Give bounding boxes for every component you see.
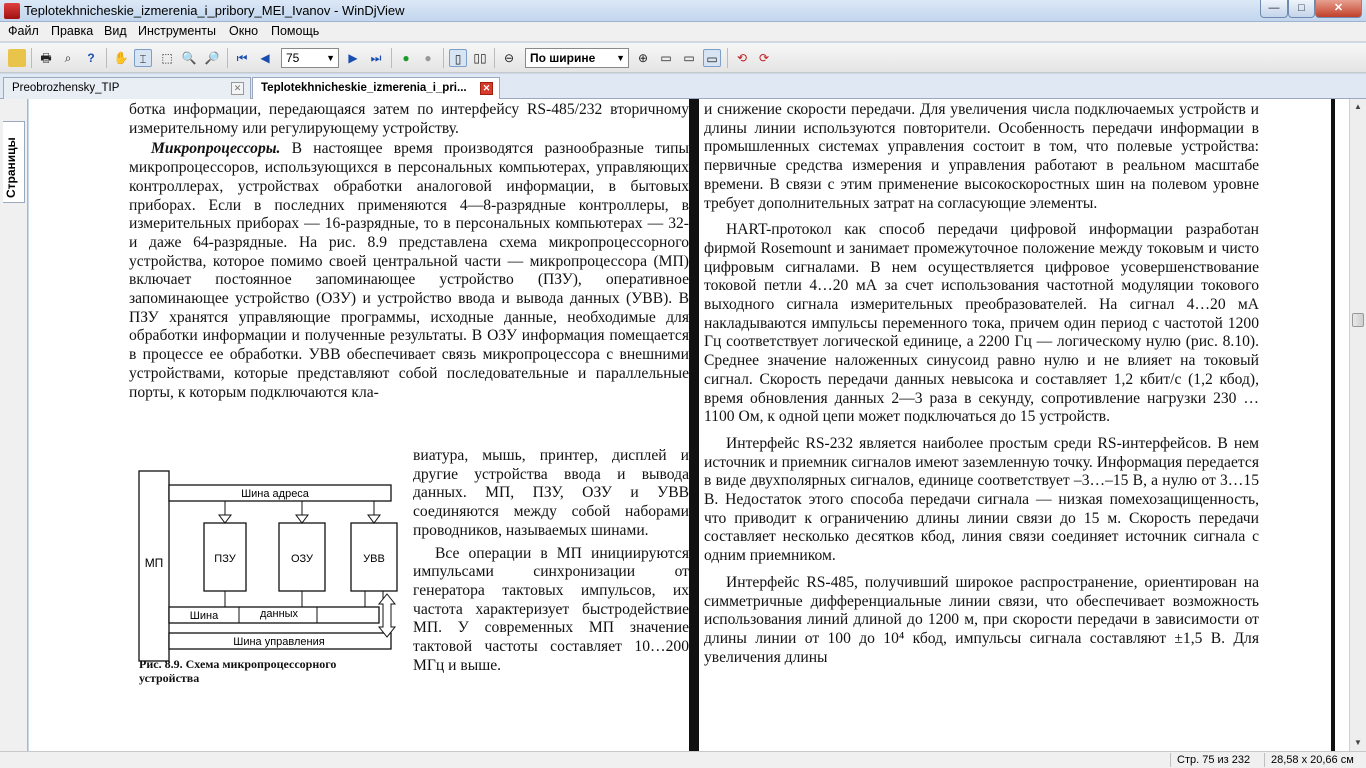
menu-window[interactable]: Окно bbox=[229, 24, 259, 38]
page-gutter bbox=[689, 99, 699, 751]
microprocessors-heading: Микропроцессоры. bbox=[151, 140, 281, 158]
help-icon[interactable]: ? bbox=[87, 51, 95, 65]
menu-file[interactable]: Файл bbox=[8, 24, 39, 38]
arrow-to-uvv bbox=[368, 501, 380, 523]
right-page-text bbox=[704, 101, 1259, 669]
page-icon[interactable]: ▭ bbox=[660, 51, 672, 65]
page-number-combo[interactable] bbox=[281, 48, 339, 68]
window-title: Teplotekhnicheskie_izmerenia_i_pribory_MEI_Ivanov - WinDjView bbox=[24, 3, 405, 18]
scroll-thumb[interactable] bbox=[1352, 313, 1364, 327]
zoom-in-icon[interactable]: ⊕ bbox=[637, 51, 649, 65]
minimize-button[interactable]: — bbox=[1260, 0, 1288, 18]
vertical-scrollbar[interactable] bbox=[1349, 99, 1366, 751]
zoom-icon[interactable]: 🔍 bbox=[181, 51, 197, 65]
close-tab-icon[interactable]: ✕ bbox=[480, 82, 493, 95]
pages-side-tab-label: Страницы bbox=[4, 137, 18, 198]
chevron-down-icon: ▼ bbox=[616, 53, 625, 63]
toolbar-separator bbox=[106, 48, 107, 68]
uvv-label: УВВ bbox=[363, 553, 385, 565]
left-page-text bbox=[129, 101, 689, 404]
address-bus-label: Шина адреса bbox=[241, 488, 309, 500]
right-paragraph-0: и снижение скорости передачи. Для увеличения числа подключаемых устройств и длины линии используются повторители. Особенность передачи информации в промышленных системах управления состоит в том, что полевые устройства: первичные средства измерения и управления работают в реальном масштабе времени. В связи с этим применение высокоскоростных шин на полевом уровне требует дополнительных затрат на согласующие элементы. bbox=[704, 101, 1259, 212]
toolbar bbox=[0, 43, 1366, 73]
forward-icon[interactable]: ● bbox=[424, 51, 432, 65]
first-page-icon[interactable]: ⏮ bbox=[236, 51, 248, 65]
zoom-out-icon[interactable]: ⊖ bbox=[503, 51, 515, 65]
close-button[interactable]: ✕ bbox=[1315, 0, 1362, 18]
figure-caption: Рис. 8.9. Схема микропроцессорного устройства bbox=[139, 657, 337, 685]
arrow-to-ozu bbox=[296, 501, 308, 523]
toolbar-separator bbox=[227, 48, 228, 68]
right-page bbox=[704, 99, 1259, 751]
scroll-up-icon[interactable]: ▲ bbox=[1354, 102, 1362, 111]
toolbar-separator bbox=[443, 48, 444, 68]
menu-tools[interactable]: Инструменты bbox=[138, 24, 216, 38]
facing-pages-icon[interactable]: ▯▯ bbox=[473, 51, 487, 65]
tab-label: Preobrozhensky_TIP bbox=[12, 82, 120, 94]
left-top-lines: ботка информации, передающаяся затем по интерфейсу RS-485/232 вторичному измерительному или регулирующему устройству. bbox=[129, 101, 689, 137]
toolbar-separator bbox=[494, 48, 495, 68]
mp-label: МП bbox=[144, 556, 164, 570]
fit-page-icon[interactable]: ▭ bbox=[683, 51, 695, 65]
menu-help[interactable]: Помощь bbox=[271, 24, 320, 38]
status-bar bbox=[0, 751, 1366, 768]
document-viewport[interactable] bbox=[29, 99, 1349, 751]
microprocessors-text: В настоящее время производятся разнообразные типы микропроцессоров, использующихся в персональных компьютерах, управляющих контроллерах, устройствах обработки аналоговой информации, в бытовых приборах. Если в последних применяются 4—8-разрядные контроллеры, в измерительных приборах — 16-разрядные, то в персональных компьютерах — 32- и даже 64-разрядные. На рис. 8.9 представлена схема микропроцессорного устройства, которое помимо своей центральной части — микропроцессора (МП) включает постоянное запоминающее устройство (ПЗУ), оперативное запоминающее устройство (ОЗУ) и устройство ввода и вывода данных (УВВ). В ПЗУ хранятся управляющие программы, исходные данные, необходимые для обработки информации и полученные результаты. В ОЗУ информация помещается в процессе ее обработки. УВВ обеспечивает связь микропроцессора с внешними устройствами, которые представляют собой последовательные и параллельные порты, к которым подключаются кла- bbox=[129, 140, 689, 401]
figure-side-text bbox=[413, 447, 689, 679]
arrow-to-pzu bbox=[219, 501, 231, 523]
rs232-paragraph: Интерфейс RS-232 является наиболее простым среди RS-интерфейсов. В нем источник и приемник сигналов имеют заземленную точку. Информация передается в виде двухполярных сигналов, единице соответствует –3…–15 В, а нулю от 3…15 В. Недостаток этого способа передачи сигнала — низкая помехозащищенность, что приводит к ограничению длины линии связи до 15 м. Скорость передачи составляет несколько десятков кбод, линия связи соединяет источник сигнала с одним приемником. bbox=[704, 434, 1259, 565]
find-icon[interactable]: ⌕ bbox=[64, 51, 72, 65]
data-bus-label-1: Шина bbox=[189, 610, 219, 622]
status-size: 28,58 x 20,66 см bbox=[1264, 753, 1364, 767]
toolbar-separator bbox=[31, 48, 32, 68]
status-page: Стр. 75 из 232 bbox=[1170, 753, 1262, 767]
hand-tool-icon[interactable]: ✋ bbox=[113, 51, 129, 65]
print-icon[interactable]: 🖶 bbox=[40, 51, 52, 65]
app-icon bbox=[4, 3, 20, 19]
rect-select-icon[interactable]: ⬚ bbox=[161, 51, 173, 65]
document-tab-bar bbox=[0, 74, 1366, 99]
tab-label: Teplotekhnicheskie_izmerenia_i_pri... bbox=[261, 82, 467, 94]
rotate-left-icon[interactable]: ⟲ bbox=[736, 51, 748, 65]
menu-view[interactable]: Вид bbox=[104, 24, 127, 38]
microprocessor-diagram bbox=[129, 449, 399, 679]
zoom-mode-value: По ширине bbox=[530, 51, 596, 65]
toolbar-separator bbox=[727, 48, 728, 68]
fit-width-icon[interactable]: ▭ bbox=[703, 49, 721, 67]
hart-paragraph: HART-протокол как способ передачи цифровой информации разработан фирмой Rosemount и занимает промежуточное положение между токовым и чисто цифровым сигналами. В нем осуществляется цифровое усовершенствование токовой петли 4…20 мА за счет использования частотной модуляции токового выходного сигнала измерительных преобразователей. На сигнал 4…20 мА накладываются импульсы переменного тока, причем один период с частотой 1200 Гц соответствует логической единице, а 2200 Гц — логическому нулю (рис. 8.10). Среднее значение наложенных синусоид равно нулю и не влияет на токовый сигнал. Скорость передачи данных невысока и составляет 1,2 кбит/с (1,2 кбод), время обновления данных 2—3 раза в секунду, сопротивление нагрузки 230 …1100 Ом, к одной цепи может подключаться до 15 устройств. bbox=[704, 221, 1259, 426]
menu-bar bbox=[0, 22, 1366, 42]
page-edge bbox=[1331, 99, 1335, 751]
side-paragraph-2: Все операции в МП инициируются импульсами синхронизации от генератора тактовых импульсов, их частота характеризует быстродействие МП. У современных МП значение тактовой частоты составляет 10…200 МГц и выше. bbox=[413, 544, 689, 674]
side-panel-strip bbox=[0, 99, 28, 751]
uvv-io-arrow bbox=[379, 594, 395, 637]
prev-page-icon[interactable]: ◀ bbox=[260, 51, 270, 65]
left-page bbox=[129, 99, 689, 751]
select-tool-icon[interactable]: ⌶ bbox=[134, 49, 152, 67]
rs485-paragraph: Интерфейс RS-485, получивший широкое распространение, ориентирован на симметричные дифференциальные линии связи, что обеспечивает возможность использования линий длиной до 1200 м, при скорости передачи в зависимости от длины линии от 100 до 10⁴ кбод, импульсы сигнала составляют ±1,5 В. Для увеличения длины bbox=[704, 573, 1259, 666]
single-page-icon[interactable]: ▯ bbox=[449, 49, 467, 67]
title-bar bbox=[0, 0, 1366, 22]
data-bus-label-2: данных bbox=[259, 608, 299, 620]
tab-teplotekhnicheskie[interactable] bbox=[252, 77, 500, 100]
toolbar-separator bbox=[391, 48, 392, 68]
zoom-mode-combo[interactable] bbox=[525, 48, 629, 68]
tab-preobrozhensky[interactable] bbox=[3, 77, 251, 99]
block-to-data-bus-links bbox=[225, 591, 383, 607]
ozu-label: ОЗУ bbox=[290, 553, 314, 565]
close-tab-icon[interactable]: ✕ bbox=[231, 82, 244, 95]
chevron-down-icon: ▼ bbox=[326, 53, 335, 63]
scroll-down-icon[interactable]: ▼ bbox=[1354, 738, 1362, 747]
next-page-icon[interactable]: ▶ bbox=[348, 51, 358, 65]
menu-edit[interactable]: Правка bbox=[51, 24, 94, 38]
zoom-rect-icon[interactable]: 🔎 bbox=[204, 51, 220, 65]
back-icon[interactable]: ● bbox=[402, 51, 410, 65]
pages-side-tab[interactable] bbox=[3, 121, 25, 203]
microprocessors-paragraph bbox=[129, 140, 689, 402]
figure-8-9 bbox=[129, 449, 399, 689]
open-icon[interactable] bbox=[8, 49, 26, 67]
page-number-value: 75 bbox=[286, 51, 300, 65]
side-paragraph-1: виатура, мышь, принтер, дисплей и другие устройства ввода и вывода данных. МП, ПЗУ, ОЗУ и УВВ соединяются между собой наборами проводников, называемых шинами. bbox=[413, 447, 689, 539]
pzu-label: ПЗУ bbox=[214, 553, 236, 565]
control-bus-label: Шина управления bbox=[233, 636, 325, 648]
rotate-right-icon[interactable]: ⟳ bbox=[758, 51, 770, 65]
last-page-icon[interactable]: ⏭ bbox=[370, 51, 382, 65]
maximize-button[interactable]: □ bbox=[1288, 0, 1315, 18]
